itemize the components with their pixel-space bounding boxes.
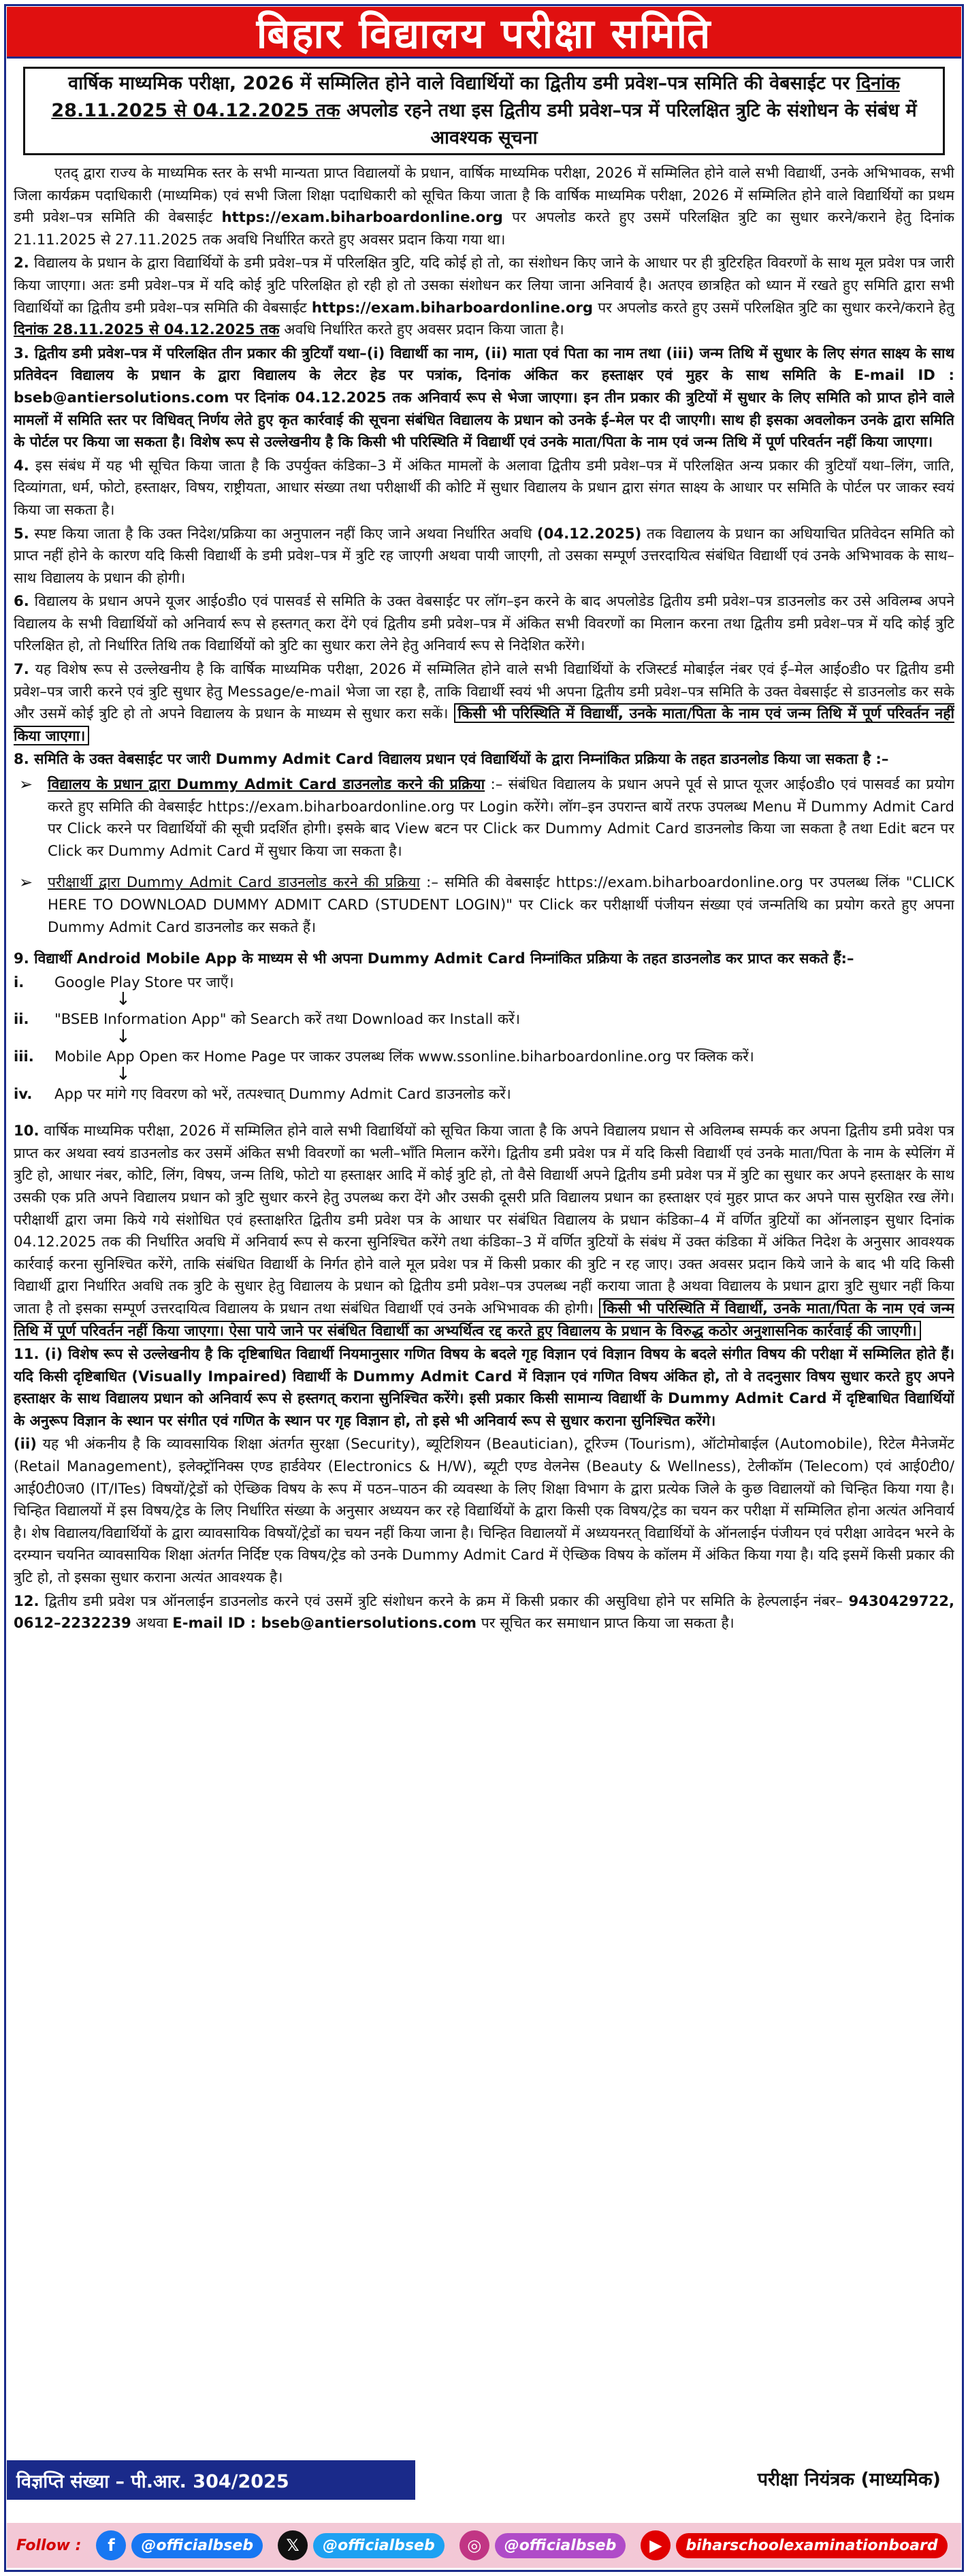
paragraph-6 [14,590,954,657]
facebook-handle: @officialbseb [131,2533,263,2558]
p11-number: 11. [14,1345,39,1363]
p11-ii-text: यह भी अंकनीय है कि व्यावसायिक शिक्षा अंतर्गत सुरक्षा (Security), ब्यूटिशियन (Beautician), टूरिज्म (Tourism), ऑटोमोबाईल (Automobile), रिटेल मैनेजमेंट (Retail Management), इलेक्ट्रॉनिक्स एण्ड हार्डवेयर (Electronics & H/W), ब्यूटी एण्ड वेलनेस (Beauty & Wellness), टेलीकॉम (Telecom) एवं आई0टी0/आई0टी0ज0 (IT/ITes) विषयों/ट्रेडों को ऐच्छिक विषय के रूप में पठन–पाठन की व्यवस्था के लिए शिक्षा विभाग के द्वारा प्रत्येक जिले के कुछ विद्यालयों को चिन्हित किया गया है। चिन्हित विद्यालयों में इस विषय/ट्रेड के लिए निर्धारित संख्या के अनुसार अध्ययन कर रहे विद्यार्थियों के द्वारा किसी एक विषय/ट्रेड का चयन कर परीक्षा में सम्मिलित होना अत्यंत अनिवार्य है। शेष विद्यालय/विद्यार्थियों के द्वारा व्यावसायिक विषयों/ट्रेडों का चयन नहीं किया जाना है। चिन्हित विद्यालयों में अध्ययनरत् विद्यार्थियों के ऑनलाईन पंजीयन एवं परीक्षा आवेदन भरने के दरम्यान चयनित व्यावसायिक शिक्षा अंतर्गत निर्दिष्ट एक विषय/ट्रेड को उनके Dummy Admit Card में ऐच्छिक विषय के कॉलम में अंकित किया गया है। यदि इसमें किसी प्रकार की त्रुटि हो, तो इसका सुधार कराना अत्यंत आवश्यक है। [14,1435,954,1586]
youtube-link[interactable] [641,2530,947,2560]
app-step-ii [14,989,954,1031]
paragraph-7 [14,658,954,747]
student-download-step [14,871,954,938]
masthead-title: बिहार विद्यालय परीक्षा समिति [7,7,961,59]
p12-text: द्वितीय डमी प्रवेश पत्र ऑनलाईन डाउनलोड करने एवं उसमें त्रुटि संशोधन करने के क्रम में किसी प्रकार की असुविधा होने पर समिति के हेल्पलाईन नंबर– [39,1592,849,1609]
p10-text: वार्षिक माध्यमिक परीक्षा, 2026 में सम्मिलित होने वाले सभी विद्यार्थियों को सूचित किया जाता है कि अपने विद्यालय प्रधान से अविलम्ब सम्पर्क कर अपना द्वितीय डमी प्रवेश पत्र प्राप्त कर अथवा स्वयं डाउनलोड कर उसमें अंकित सभी विवरणों का भली–भाँति मिलान करेंगे। द्वितीय डमी प्रवेश पत्र में यदि किसी विद्यार्थी एवं उनके माता/पिता के नाम के स्पेलिंग में त्रुटि हो, आधार नंबर, कोटि, लिंग, विषय, जन्म तिथि, फोटो या हस्ताक्षर आदि में कोई त्रुटि हो, तो वैसे विद्यार्थी अपने द्वितीय डमी प्रवेश पत्र में त्रुटि का सुधार कर अपने हस्ताक्षर के साथ उसकी एक प्रति अपने विद्यालय प्रधान को त्रुटि सुधार करने हेतु उपलब्ध करा देंगे और उसकी दूसरी प्रति विद्यालय प्रधान का हस्ताक्षर एवं मुहर प्राप्त कर अपने पास सुरक्षित रख लेंगे। परीक्षार्थी द्वारा जमा किये गये संशोधित एवं हस्ताक्षरित द्वितीय डमी प्रवेश पत्र के आधार पर संबंधित विद्यालय के प्रधान कंडिका–4 में वर्णित त्रुटियों का ऑनलाइन सुधार दिनांक 04.12.2025 तक की निर्धारित अवधि में अनिवार्य रूप से करना सुनिश्चित करेंगे तथा कंडिका–3 में वर्णित त्रुटियों के संबंध में उक्त कंडिका में अंकित निदेश के अनुसार आवश्यक कार्रवाई करना सुनिश्चित करेंगे, ताकि संबंधित विद्यार्थी के निर्गत होने वाले मूल प्रवेश पत्र में किसी प्रकार की त्रुटि न रह जाए। उक्त अवसर प्रदान किये जाने के बाद भी यदि किसी विद्यार्थी द्वारा निर्धारित अवधि तक त्रुटि के सुधार हेतु विद्यालय के प्रधान को द्वितीय डमी प्रवेश–पत्र उपलब्ध नहीं कराया जाता है अथवा विद्यालय के प्रधान द्वारा त्रुटि सुधार नहीं किया जाता है तो इसका सम्पूर्ण उत्तरदायित्व विद्यालय के प्रधान तथा संबंधित विद्यार्थी एवं उनके अभिभावक की होगी। [14,1122,954,1317]
subject-line-1: वार्षिक माध्यमिक परीक्षा, 2026 में सम्मिलित होने वाले विद्यार्थियों का द्वितीय डमी प्रवेश–पत्र समिति की वेबसाईट पर [68,73,856,94]
arrow-right-icon: ➢ [19,775,33,794]
s2-title: परीक्षार्थी द्वारा Dummy Admit Card डाउनलोड करने की प्रक्रिया [48,873,421,891]
app-step-i [14,971,954,994]
notice-number: विज्ञप्ति संख्या – पी.आर. 304/2025 [7,2460,415,2500]
paragraph-4 [14,455,954,521]
subject-text [39,70,929,152]
arrow-right-icon: ➢ [19,873,33,892]
s1-title: विद्यालय के प्रधान द्वारा Dummy Admit Card डाउनलोड करने की प्रक्रिया [48,775,485,793]
p3-text: द्वितीय डमी प्रवेश–पत्र में परिलक्षित तीन प्रकार की त्रुटियाँ यथा–(i) विद्यार्थी का नाम, (ii) माता एवं पिता का नाम तथा (iii) जन्म तिथि में सुधार के लिए संगत साक्ष्य के साथ प्रतिवेदन विद्यालय के प्रधान के द्वारा विद्यालय के लेटर हेड पर पत्रांक, दिनांक अंकित कर हस्ताक्षर एवं मुहर के साथ समिति के E-mail ID : bseb@antiersolutions.com पर दिनांक 04.12.2025 तक अनिवार्य रूप से भेजा जाएगा। इन तीन प्रकार की त्रुटियों में सुधार के लिए समिति को प्राप्त होने वाले मामलों में समिति स्तर पर विधिवत् निर्णय लेते हुए कृत कार्रवाई की सूचना संबंधित विद्यालय के प्रधान को उनके ई–मेल पर दी जाएगी। साथ ही इसका अवलोकन उनके द्वारा समिति के पोर्टल पर किया जा सकता है। विशेष रूप से उल्लेखनीय है कि किसी भी परिस्थिति में विद्यार्थी एवं उनके माता/पिता के नाम एवं जन्म तिथि में पूर्ण परिवर्तन नहीं किया जाएगा। [14,344,954,451]
paragraph-8 [14,748,954,771]
p2-url-link[interactable]: https://exam.biharboardonline.org [311,298,594,316]
p2-date: दिनांक 28.11.2025 से 04.12.2025 तक [14,321,280,338]
p9-number: 9. [14,950,29,967]
app-step-iv-number: iv. [14,1084,33,1102]
p12-tail: पर सूचित कर समाधान प्राप्त किया जा सकता है। [476,1614,735,1632]
arrow-down-icon: ↓ [116,1026,131,1047]
p12-mid: अथवा [131,1614,173,1632]
p7-boxed-warning: किसी भी परिस्थिति में विद्यार्थी, उनके माता/पिता के नाम एवं जन्म तिथि में पूर्ण परिवर्तन नहीं किया जाएगा। [14,705,954,744]
subject-date-range: दिनांक 28.11.2025 से 04.12.2025 तक [51,73,900,121]
p2-mid: पर अपलोड करते हुए उसमें परिलक्षित त्रुटि का सुधार करने/कराने हेतु [593,298,954,316]
p10-number: 10. [14,1122,39,1140]
p2-text: विद्यालय के प्रधान के द्वारा विद्यार्थियों के डमी प्रवेश–पत्र में परिलक्षित त्रुटि, यदि कोई हो तो, का संशोधन किए जाने के आधार पर ही त्रुटिरहित विवरणों के साथ मूल प्रवेश पत्र जारी किया जाएगा। अतः डमी प्रवेश–पत्र में यदि कोई त्रुटि परिलक्षित हो रही हो तो उसका संशोधन कर लिया जाना अनिवार्य है। अतएव छात्रहित को ध्यान में रखते हुए समिति द्वारा सभी विद्यार्थियों का द्वितीय डमी प्रवेश–पत्र समिति की वेबसाईट [14,254,954,316]
instagram-link[interactable] [459,2530,626,2560]
social-bar [7,2523,961,2568]
facebook-icon: f [96,2530,126,2560]
follow-label: Follow : [16,2537,82,2554]
p2-tail: अवधि निर्धारित करते हुए अवसर प्रदान किया जाता है। [279,321,564,338]
follow-label-text: Follow [16,2537,70,2554]
subject-box [23,67,945,155]
arrow-down-icon: ↓ [116,1063,131,1084]
x-twitter-icon: 𝕏 [278,2530,308,2560]
instagram-handle: @officialbseb [495,2533,626,2558]
youtube-handle: biharschoolexaminationboard [676,2533,947,2558]
p1-tail: पर अपलोड करते हुए उसमें परिलक्षित त्रुटि का सुधार करने/कराने हेतु दिनांक 21.11.2025 से 27.11.2025 तक अवधि निर्धारित करते हुए अवसर प्रदान किया गया था। [14,208,954,248]
p1-url-link[interactable]: https://exam.biharboardonline.org [221,208,503,226]
helpline-phone: 9430429722, 0612–2232239 [14,1592,954,1632]
s1-body: :– संबंधित विद्यालय के प्रधान अपने पूर्व से प्राप्त यूजर आईoडीo एवं पासवर्ड का प्रयोग करते हुए समिति की वेबसाईट https://exam.biharboardonline.org पर Login करेंगे। लॉग–इन उपरान्त बायें तरफ उपलब्ध Menu में Dummy Admit Card पर Click करने पर विद्यार्थियों की सूची प्रदर्शित होगी। इसके बाद View बटन पर Click कर Dummy Admit Card डाउनलोड किया जा सकता है तथा Edit बटन पर Click कर Dummy Admit Card में सुधार किया जा सकता है। [48,775,954,859]
notice-body [14,162,954,2449]
p8-text: समिति के उक्त वेबसाईट पर जारी Dummy Admit Card विद्यालय प्रधान एवं विद्यार्थियों के द्वारा निम्नांकित प्रक्रिया के तहत डाउनलोड किया जा सकता है :– [29,750,889,768]
p7-text: यह विशेष रूप से उल्लेखनीय है कि वार्षिक माध्यमिक परीक्षा, 2026 में सम्मिलित होने वाले सभी विद्यार्थियों के रजिस्टर्ड मोबाईल नंबर एवं ई–मेल आईoडीo पर द्वितीय डमी प्रवेश–पत्र जारी करने एवं त्रुटि सुधार हेतु Message/e-mail भेजा जा रहा है, ताकि विद्यार्थी स्वयं भी अपना द्वितीय डमी प्रवेश–पत्र समिति के उक्त वेबसाईट से डाउनलोड कर सके और उसमें कोई त्रुटि हो तो अपने विद्यालय के प्रधान के माध्यम से सुधार करा सकें। [14,660,954,722]
paragraph-2 [14,252,954,340]
app-step-iv-text: App पर मांगे गए विवरण को भरें, तत्पश्चात् Dummy Admit Card डाउनलोड करें। [54,1084,511,1102]
twitter-handle: @officialbseb [313,2533,445,2558]
p8-number: 8. [14,750,29,768]
app-step-ii-number: ii. [14,1010,29,1028]
app-step-i-text: Google Play Store पर जाएँ। [54,973,234,991]
subject-line-2: अपलोड रहने तथा इस द्वितीय डमी प्रवेश–पत्र में परिलक्षित त्रुटि के संशोधन के संबंध में आवश्यक सूचना [340,100,917,148]
p2-number: 2. [14,254,29,272]
p5-date: (04.12.2025) [536,524,642,542]
p5-text: स्पष्ट किया जाता है कि उक्त निदेश/प्रक्रिया का अनुपालन नहीं किए जाने अथवा निर्धारित अवधि [29,524,537,542]
school-head-download-step [14,773,954,862]
paragraph-10 [14,1120,954,1342]
app-step-iii [14,1026,954,1068]
twitter-link[interactable] [278,2530,445,2560]
instagram-icon: ◎ [459,2530,489,2560]
p11-ii-lead: (ii) [14,1435,37,1453]
p4-number: 4. [14,456,29,474]
helpline-email[interactable]: E-mail ID : bseb@antiersolutions.com [172,1614,477,1632]
p4-text: इस संबंध में यह भी सूचित किया जाता है कि उपर्युक्त कंडिका–3 में अंकित मामलों के अलावा द्वितीय डमी प्रवेश–पत्र में परिलक्षित अन्य प्रकार की त्रुटियाँ यथा–लिंग, जाति, दिव्यांगता, धर्म, फोटो, हस्ताक्षर, विषय, राष्ट्रीयता, आधार संख्या तथा परीक्षार्थी की कोटि में सुधार विद्यालय के प्रधान द्वारा संगत साक्ष्य के आधार पर समिति के पोर्टल पर जाकर स्वयं किया जा सकता है। [14,456,954,518]
footer-row [7,2460,961,2501]
app-step-iii-number: iii. [14,1047,34,1065]
app-step-ii-text: "BSEB Information App" को Search करें तथा Download कर Install करें। [54,1010,521,1028]
p6-text: विद्यालय के प्रधान अपने यूजर आईoडीo एवं पासवर्ड से समिति के उक्त वेबसाईट पर लॉग–इन करने के बाद अपलोडेड द्वितीय डमी प्रवेश–पत्र डाउनलोड कर उसे अविलम्ब अपने विद्यालय के सभी विद्यार्थियों को अनिवार्य रूप से हस्तगत् करा देंगे एवं द्वितीय डमी प्रवेश–पत्र में अंकित सभी विवरणों का मिलान करना तथा द्वितीय डमी प्रवेश–पत्र में यदि कोई त्रुटि परिलक्षित हो, तो निर्धारित तिथि तक विद्यार्थियों को त्रुटि का सुधार करा लेने हेतु अनिवार्य रूप से निदेशित करेंगे। [14,592,954,654]
paragraph-9 [14,948,954,970]
app-step-iii-text: Mobile App Open कर Home Page पर जाकर उपलब्ध लिंक www.ssonline.biharboardonline.org पर क्लिक करें। [54,1047,754,1065]
app-step-iv [14,1063,954,1106]
arrow-down-icon: ↓ [116,989,131,1010]
p5-tail: तक विद्यालय के प्रधान का अधियाचित प्रतिवेदन समिति को प्राप्त नहीं होने के कारण यदि किसी विद्यार्थी के डमी प्रवेश–पत्र में त्रुटि रह जाएगी अथवा पायी जाएगी, तो उसका सम्पूर्ण उत्तरदायित्व संबंधित विद्यार्थी एवं उनके अभिभावक के साथ–साथ विद्यालय के प्रधान की होगी। [14,524,954,586]
paragraph-12 [14,1590,954,1635]
p9-text: विद्यार्थी Android Mobile App के माध्यम से भी अपना Dummy Admit Card निम्नांकित प्रक्रिया के तहत डाउनलोड कर प्राप्त कर सकते हैं:– [29,950,854,967]
p1-text: एतद् द्वारा राज्य के माध्यमिक स्तर के सभी मान्यता प्राप्त विद्यालयों के प्रधान, वार्षिक माध्यमिक परीक्षा, 2026 में सम्मिलित होने वाले सभी विद्यार्थी, उनके अभिभावक, सभी जिला कार्यक्रम पदाधिकारी (माध्यमिक) एवं सभी जिला शिक्षा पदाधिकारी को सूचित किया जाता है कि वार्षिक माध्यमिक परीक्षा, 2026 में सम्मिलित होने वाले विद्यार्थियों का प्रथम डमी प्रवेश–पत्र समिति की वेबसाईट [14,164,954,226]
p10-boxed-warning: किसी भी परिस्थिति में विद्यार्थी, उनके माता/पिता के नाम एवं जन्म तिथि में पूर्ण परिवर्तन नहीं किया जाएगा। ऐसा पाये जाने पर संबंधित विद्यार्थी का अभ्यर्थित्व रद्द करते हुए विद्यालय के प्रधान के विरुद्ध कठोर अनुशासनिक कार्रवाई की जाएगी। [14,1299,954,1339]
paragraph-11-i [14,1343,954,1432]
p11-i-text: (i) विशेष रूप से उल्लेखनीय है कि दृष्टिबाधित विद्यार्थी नियमानुसार गणित विषय के बदले गृह विज्ञान एवं विज्ञान विषय के बदले संगीत विषय की परीक्षा में सम्मिलित होते हैं। यदि किसी दृष्टिबाधित (Visually Impaired) विद्यार्थी के Dummy Admit Card में विज्ञान एवं गणित विषय अंकित हो, तो वे तदनुसार विषय सुधार करते हुए अपने हस्ताक्षर के साथ विद्यालय प्रधान को अनिवार्य रूप से हस्तगत् कराना सुनिश्चित करेंगे। इसी प्रकार किसी सामान्य विद्यार्थी के Dummy Admit Card में दृष्टिबाधित विद्यार्थियों के अनुरूप विज्ञान के स्थान पर संगीत एवं गणित के स्थान पर गृह विज्ञान हो, तो इसे भी अनिवार्य रूप से सुधार कराना सुनिश्चित करेंगे। [14,1345,954,1429]
s2-body: :– समिति की वेबसाईट https://exam.biharboardonline.org पर उपलब्ध लिंक "CLICK HERE TO DOWNLOAD DUMMY ADMIT CARD (STUDENT LOGIN)" पर Click कर परीक्षार्थी पंजीयन संख्या एवं जन्मतिथि का प्रयोग करते हुए अपना Dummy Admit Card डाउनलोड कर सकते हैं। [48,873,954,935]
youtube-icon: ▶ [641,2530,671,2560]
facebook-link[interactable] [96,2530,263,2560]
p3-number: 3. [14,344,29,361]
p5-number: 5. [14,524,29,542]
paragraph-3 [14,342,954,453]
paragraph-11-ii [14,1433,954,1588]
p12-number: 12. [14,1592,39,1609]
paragraph-5 [14,523,954,590]
paragraph-1 [14,162,954,251]
p7-number: 7. [14,660,29,678]
p6-number: 6. [14,592,29,610]
app-step-i-number: i. [14,973,25,991]
signatory: परीक्षा नियंत्रक (माध्यमिक) [757,2469,941,2490]
